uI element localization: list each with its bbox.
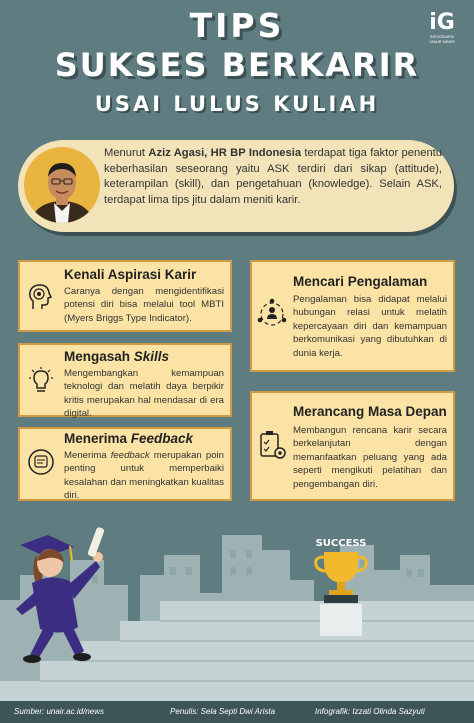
speaker-photo <box>24 147 100 223</box>
tip-title-skills <box>64 349 169 364</box>
city-stairs-illustration <box>0 505 474 701</box>
chat-feedback-icon <box>26 447 56 477</box>
footer-writer: Penulis: Sela Septi Dwi Arista <box>170 707 276 716</box>
tip-title-feedback-a: Menerima <box>64 431 131 446</box>
logo-mark: iG <box>429 10 455 35</box>
tip-body-pengalaman: Pengalaman bisa didapat melalui hubungan relasi untuk melatih kepercayaan diri dan kemampuan berkomunikasi yang dibutuhkan di dunia kerja. <box>293 294 447 359</box>
tip-title-feedback-b: Feedback <box>130 431 194 446</box>
footer-designer: Infografik: Izzati Olinda Sazyuti <box>315 707 425 716</box>
logo-caption: INFOGRAFIK UNAIR NEWS <box>429 34 455 44</box>
network-people-icon <box>256 298 288 330</box>
tip-title-skills-a: Mengasah <box>64 349 134 364</box>
tip-body-masa-depan: Membangun rencana karir secara berkelanjutan dengan memanfaatkan peluang yang ada seperti mengikuti pelatihan dan pengembangan diri. <box>293 425 447 490</box>
tip-body-skills: Mengembangkan kemampuan teknologi dan melatih daya berpikir kritis merupakan hal mendasar di era digital. <box>64 368 224 420</box>
trophy-pedestal <box>320 604 362 636</box>
tip-body-feedback-c: merupakan poin penting untuk memperbaiki kesalahan dan meningkatkan kualitas diri. <box>64 450 225 502</box>
tip-title-aspirasi: Kenali Aspirasi Karir <box>64 267 197 282</box>
speaker-name: Aziz Agasi, HR BP Indonesia <box>148 147 302 159</box>
intro-text-part1: Menurut <box>104 147 149 159</box>
tip-title-pengalaman: Mencari Pengalaman <box>293 274 428 289</box>
title-line-3: USAI LULUS KULIAH <box>94 92 380 116</box>
tip-title-feedback <box>64 431 193 446</box>
intro-text-part2: terdapat tiga faktor penentu keberhasilan seseorang yaitu ASK terdiri dari sikap (attitude), keterampilan (skill), dan pengetahuan (knowledge). Selain ASK, terdapat lima tips jitu dalam meniti karir. <box>104 147 442 206</box>
title-line-1: TIPS <box>189 6 285 45</box>
tip-body-feedback-b: feedback <box>110 450 150 461</box>
tip-title-masa-depan: Merancang Masa Depan <box>293 404 447 419</box>
title-line-2: SUKSES BERKARIR <box>54 46 420 84</box>
tip-body-feedback <box>64 449 224 503</box>
tip-body-aspirasi: Caranya dengan mengidentifikasi potensi diri bisa melalui tool MBTI (Myers Briggs Type Indicator). <box>64 286 224 324</box>
intro-text <box>104 146 442 208</box>
lightbulb-icon <box>26 366 56 396</box>
trophy-label: SUCCESS <box>315 538 367 549</box>
target-head-icon <box>26 282 56 312</box>
footer-source: Sumber: unair.ac.id/news <box>14 707 104 716</box>
checklist-gear-icon <box>258 430 288 462</box>
tip-title-skills-b: Skills <box>133 349 170 364</box>
tip-body-feedback-a: Menerima <box>64 450 111 461</box>
infografik-logo <box>424 12 460 44</box>
